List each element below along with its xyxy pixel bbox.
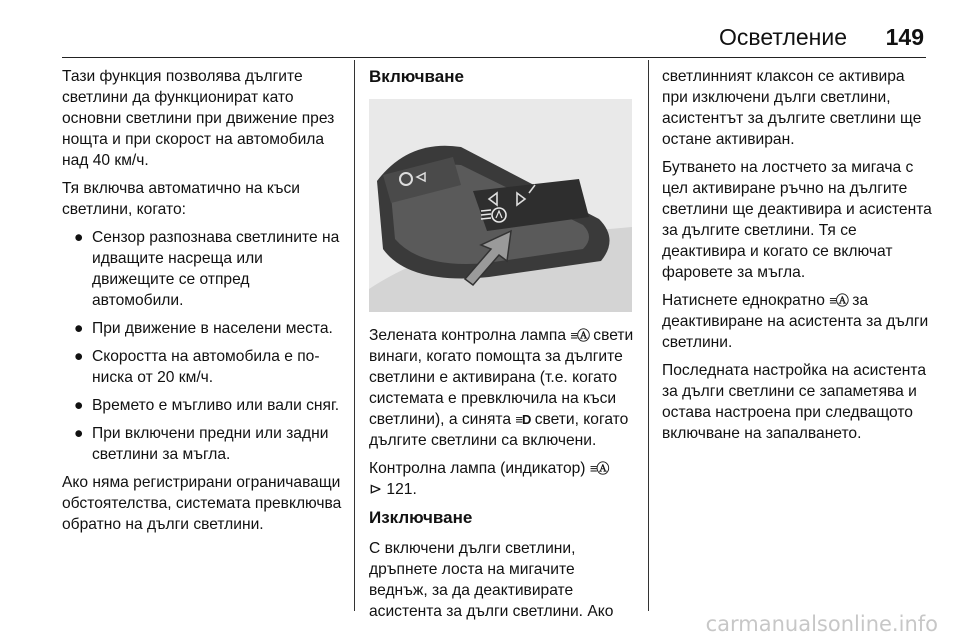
press-once-paragraph: Натиснете еднократно ≡Ⓐ за деактивиране на асистента за дълги светлини.	[662, 292, 929, 351]
header-divider	[62, 57, 926, 58]
list-item: ● Сензор разпознава светлините на идващите насреща или движещите се отпред автомобили.	[74, 229, 340, 309]
list-item: ● Скоростта на автомобила е по-ниска от 20 км/ч.	[74, 348, 320, 386]
page-reference[interactable]: 121.	[386, 481, 417, 498]
bullet-icon: ●	[74, 320, 84, 337]
intro-paragraph: Тази функция позволява дългите светлини да функционират като основни светлини при движение през нощта и при скорост на автомобила над 40 км/ч.	[62, 68, 335, 169]
list-item: ● При движение в населени места.	[74, 320, 333, 337]
memory-paragraph: Последната настройка на асистента за дълги светлини се запаметява и остава настроена при следващото включване на запалването.	[662, 362, 927, 442]
column-middle	[369, 66, 635, 629]
conditions-intro: Тя включва автоматично на къси светлини, когато:	[62, 180, 300, 218]
fallback-paragraph: Ако няма регистрирани ограничаващи обстоятелства, системата превключва обратно на дълги светлини.	[62, 474, 342, 533]
high-beam-icon: ≡D	[515, 412, 531, 427]
high-beam-assist-icon: ≡Ⓐ	[589, 461, 609, 476]
indicator-reference: Контролна лампа (индикатор) ≡Ⓐ ⊳ 121.	[369, 460, 609, 498]
manual-activation-paragraph: Бутването на лостчето за мигача с цел активиране ръчно на дългите светлини ще деактивира и асистента за дългите светлини. Тя се деактивира и когато се включат фаровете за мъгла.	[662, 159, 932, 281]
conditions-list	[62, 227, 345, 465]
bullet-icon: ●	[74, 397, 84, 414]
reference-arrow-icon: ⊳	[369, 481, 383, 498]
column-right	[662, 66, 932, 451]
column-left	[62, 66, 345, 542]
page-title: Осветление	[719, 24, 847, 50]
bullet-icon: ●	[74, 348, 84, 365]
watermark: carmanualsonline.info	[705, 612, 938, 636]
list-item: ● Времето е мъгливо или вали сняг.	[74, 397, 340, 414]
column-divider-1	[354, 60, 355, 611]
high-beam-assist-icon: ≡Ⓐ	[829, 293, 848, 308]
section-heading-on: Включване	[369, 67, 464, 86]
list-item: ● При включени предни или задни светлини за мъгла.	[74, 425, 329, 463]
green-lamp-paragraph: Зелената контролна лампа ≡Ⓐ свети винаги, когато помощта за дългите светлини е активирана (т.е. когато системата е превключила на къси светлини), а синята ≡D свети, когато дългите светлини са включени.	[369, 327, 634, 449]
deactivate-paragraph: С включени дълги светлини, дръпнете лоста на мигачите веднъж, за да деактивирате асистента за дълги светлини. Ако	[369, 540, 614, 620]
turn-signal-stalk-image	[369, 99, 632, 312]
page-number: 149	[885, 24, 924, 50]
section-heading-off: Изключване	[369, 508, 473, 527]
bullet-icon: ●	[74, 229, 84, 246]
bullet-icon: ●	[74, 425, 84, 442]
column-divider-2	[648, 60, 649, 611]
flash-paragraph: светлинният клаксон се активира при изключени дълги светлини, асистентът за дългите светлини ще остане активиран.	[662, 68, 922, 148]
page-header	[0, 24, 960, 58]
stalk-illustration	[369, 99, 632, 312]
high-beam-assist-icon: ≡Ⓐ	[570, 328, 589, 343]
